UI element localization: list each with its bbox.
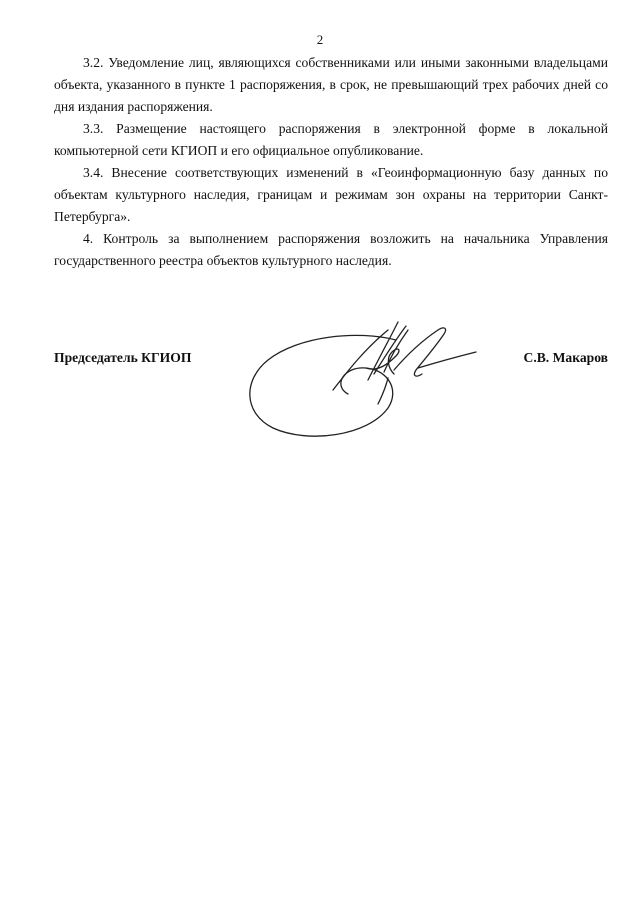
paragraph-3-4: 3.4. Внесение соответствующих изменений в «Геоинформационную базу данных по объектам культурного наследия, границам и режимам зон охраны на территории Санкт-Петербурга». <box>54 165 608 224</box>
document-body <box>54 52 608 272</box>
paragraph-3-3: 3.3. Размещение настоящего распоряжения в электронной форме в локальной компьютерной сети КГИОП и его официальное опубликование. <box>54 121 608 158</box>
signer-name: С.В. Макаров <box>523 350 608 365</box>
signature-strokes <box>250 322 476 436</box>
signer-position: Председатель КГИОП <box>54 350 192 365</box>
handwritten-signature <box>238 308 488 448</box>
page-number: 2 <box>316 32 324 47</box>
paragraph-4: 4. Контроль за выполнением распоряжения возложить на начальника Управления государственного реестра объектов культурного наследия. <box>54 231 608 268</box>
paragraph-3-2: 3.2. Уведомление лиц, являющихся собственниками или иными законными владельцами объекта, указанного в пункте 1 распоряжения, в срок, не превышающий трех рабочих дней со дня издания распоряжения. <box>54 55 608 114</box>
